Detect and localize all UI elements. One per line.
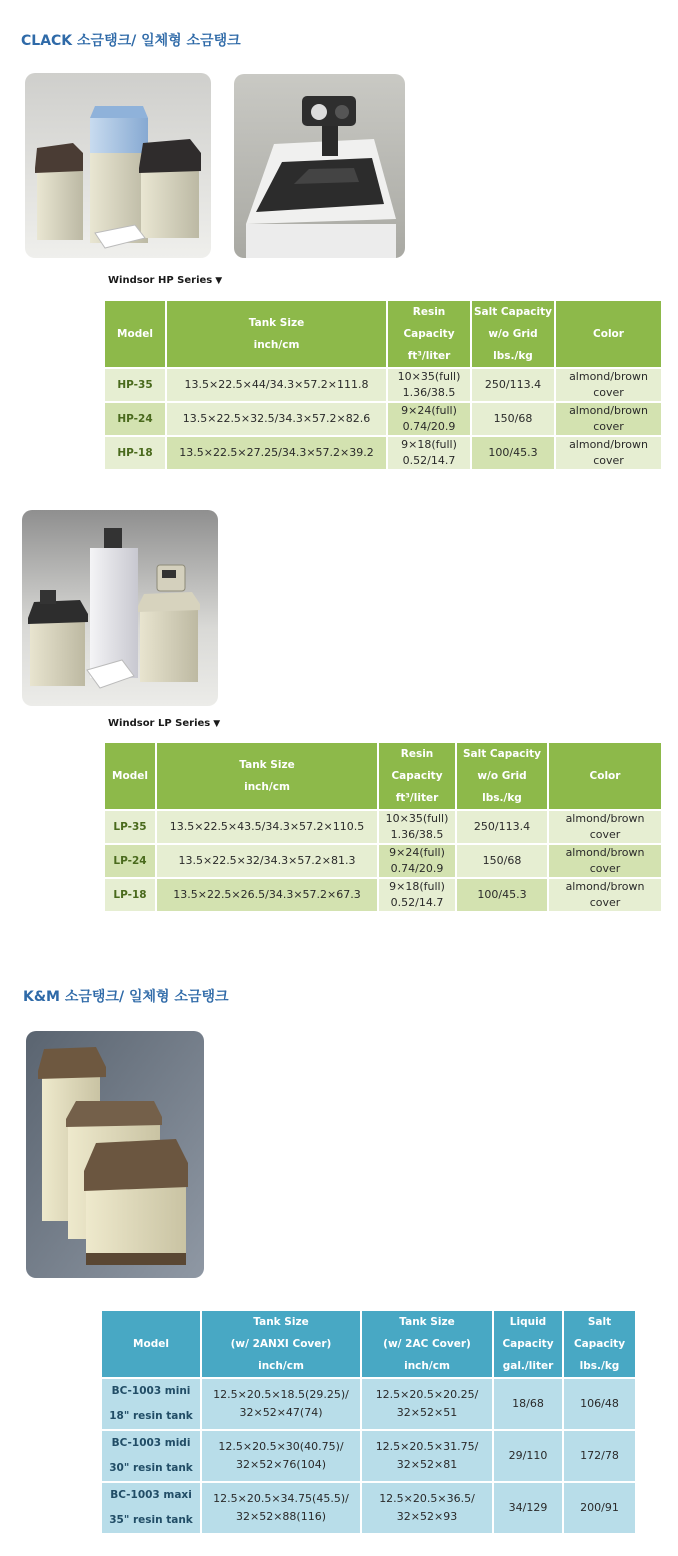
cell-liquid: 18/68	[494, 1379, 562, 1429]
cell-resin	[388, 403, 470, 435]
header-salt-line2: w/o Grid	[477, 770, 527, 782]
cell-model: LP-18	[105, 879, 155, 911]
table-row	[105, 369, 661, 401]
header-color: Color	[549, 743, 661, 809]
cell-resin	[379, 845, 455, 877]
series-label-lp-text: Windsor LP Series	[108, 718, 211, 729]
header-b-line1: Tank Size	[399, 1316, 455, 1328]
series-label-hp	[108, 275, 222, 286]
cell-salt: 150/68	[472, 403, 554, 435]
product-photo-windsor-lp-group	[22, 510, 218, 706]
cell-salt: 172/78	[564, 1431, 635, 1481]
series-label-hp-text: Windsor HP Series	[108, 275, 213, 286]
cell-color-line1: almond/brown	[569, 404, 648, 417]
section-title-clack: CLACK 소금탱크/ 일체형 소금탱크	[21, 33, 241, 49]
cell-tank-b	[362, 1431, 492, 1481]
header-resin	[388, 301, 470, 367]
cell-model-line2: 18" resin tank	[109, 1410, 193, 1422]
cell-tank: 13.5×22.5×26.5/34.3×57.2×67.3	[157, 879, 377, 911]
header-resin-line1: Resin	[412, 306, 446, 318]
header-l-line3: gal./liter	[502, 1360, 554, 1372]
product-photo-windsor-hp-group	[25, 73, 211, 258]
series-label-lp	[108, 718, 220, 729]
cell-color-line2: cover	[593, 386, 624, 399]
cell-model-line1: BC-1003 mini	[111, 1385, 191, 1397]
cell-resin-line2: 0.52/14.7	[390, 896, 444, 909]
cell-b-line2: 32×52×93	[396, 1510, 458, 1523]
cell-color	[556, 403, 661, 435]
cell-salt: 106/48	[564, 1379, 635, 1429]
cell-model: LP-24	[105, 845, 155, 877]
header-salt-line1: Salt Capacity	[473, 306, 552, 318]
cell-a-line2: 32×52×88(116)	[235, 1510, 326, 1523]
header-salt	[457, 743, 547, 809]
cell-resin-line2: 1.36/38.5	[390, 828, 444, 841]
header-resin	[379, 743, 455, 809]
header-salt	[472, 301, 554, 367]
cell-salt: 250/113.4	[457, 811, 547, 843]
cell-model-line2: 30" resin tank	[109, 1462, 193, 1474]
header-resin-line2: Capacity	[391, 770, 443, 782]
header-resin-line3: ft³/liter	[395, 792, 439, 804]
cell-liquid: 29/110	[494, 1431, 562, 1481]
cell-tank: 13.5×22.5×44/34.3×57.2×111.8	[167, 369, 386, 401]
cell-resin-line2: 0.52/14.7	[402, 454, 456, 467]
header-l-line1: Liquid	[509, 1316, 547, 1328]
header-salt-line2: w/o Grid	[488, 328, 538, 340]
cell-salt: 100/45.3	[472, 437, 554, 469]
header-salt-line3: lbs./kg	[493, 350, 533, 362]
table-row	[102, 1483, 635, 1533]
cell-resin-line2: 0.74/20.9	[402, 420, 456, 433]
section-title-km: K&M 소금탱크/ 일체형 소금탱크	[23, 989, 229, 1005]
header-resin-line3: ft³/liter	[407, 350, 451, 362]
cell-tank-b	[362, 1483, 492, 1533]
cell-tank: 13.5×22.5×32.5/34.3×57.2×82.6	[167, 403, 386, 435]
cell-salt: 100/45.3	[457, 879, 547, 911]
cell-color-line2: cover	[589, 828, 621, 841]
cell-model-line1: BC-1003 maxi	[110, 1489, 192, 1501]
header-tank-size-line2: inch/cm	[244, 781, 290, 793]
table-row	[105, 811, 661, 843]
cell-resin	[388, 437, 470, 469]
cell-resin-line1: 9×18(full)	[401, 438, 457, 451]
header-liquid	[494, 1311, 562, 1377]
cell-a-line2: 32×52×76(104)	[235, 1458, 326, 1471]
product-photo-control-valve	[234, 74, 405, 258]
header-s-line2: Capacity	[573, 1338, 626, 1350]
cell-resin-line1: 10×35(full)	[397, 370, 461, 383]
cell-tank-b	[362, 1379, 492, 1429]
header-resin-line2: Capacity	[403, 328, 455, 340]
lp-spec-table	[103, 741, 663, 913]
cell-salt: 150/68	[457, 845, 547, 877]
cell-color	[556, 437, 661, 469]
cell-tank: 13.5×22.5×32/34.3×57.2×81.3	[157, 845, 377, 877]
cell-resin-line1: 10×35(full)	[385, 812, 449, 825]
cell-model	[102, 1483, 200, 1533]
cell-color	[556, 369, 661, 401]
cell-b-line1: 12.5×20.5×31.75/	[375, 1440, 479, 1453]
cell-model	[102, 1379, 200, 1429]
cell-model: HP-24	[105, 403, 165, 435]
header-tank-size-line1: Tank Size	[239, 759, 295, 771]
cell-b-line2: 32×52×81	[396, 1458, 458, 1471]
down-triangle-icon: ▼	[215, 276, 223, 286]
cell-resin-line2: 1.36/38.5	[402, 386, 456, 399]
table-row	[105, 845, 661, 877]
cell-color-line2: cover	[593, 420, 624, 433]
header-model: Model	[105, 301, 165, 367]
cell-color-line1: almond/brown	[565, 846, 645, 859]
cell-liquid: 34/129	[494, 1483, 562, 1533]
cell-tank: 13.5×22.5×43.5/34.3×57.2×110.5	[157, 811, 377, 843]
table-row	[105, 403, 661, 435]
cell-tank-a	[202, 1483, 360, 1533]
cell-color-line1: almond/brown	[565, 812, 645, 825]
header-tank-size-line2: inch/cm	[253, 339, 300, 351]
cell-resin-line2: 0.74/20.9	[390, 862, 444, 875]
cell-color-line2: cover	[589, 862, 621, 875]
cell-resin-line1: 9×24(full)	[389, 846, 445, 859]
header-model: Model	[105, 743, 155, 809]
header-salt	[564, 1311, 635, 1377]
cell-color	[549, 879, 661, 911]
header-a-line1: Tank Size	[253, 1316, 309, 1328]
cell-salt: 200/91	[564, 1483, 635, 1533]
header-s-line3: lbs./kg	[579, 1360, 620, 1372]
cell-color	[549, 845, 661, 877]
table-row	[105, 437, 661, 469]
cell-color-line2: cover	[589, 896, 621, 909]
cell-tank-a	[202, 1431, 360, 1481]
cell-a-line1: 12.5×20.5×18.5(29.25)/	[213, 1388, 349, 1401]
cell-tank: 13.5×22.5×27.25/34.3×57.2×39.2	[167, 437, 386, 469]
cell-salt: 250/113.4	[472, 369, 554, 401]
header-b-line2: (w/ 2AC Cover)	[383, 1338, 471, 1350]
cell-a-line1: 12.5×20.5×30(40.75)/	[218, 1440, 344, 1453]
cell-resin	[388, 369, 470, 401]
header-salt-line1: Salt Capacity	[462, 748, 541, 760]
km-spec-table	[100, 1309, 637, 1535]
cell-b-line1: 12.5×20.5×20.25/	[375, 1388, 479, 1401]
hp-spec-table	[103, 299, 663, 471]
cell-model: LP-35	[105, 811, 155, 843]
header-tank-size-2ac	[362, 1311, 492, 1377]
table-row	[105, 879, 661, 911]
cell-resin-line1: 9×18(full)	[389, 880, 445, 893]
header-s-line1: Salt	[587, 1316, 612, 1328]
cell-b-line1: 12.5×20.5×36.5/	[379, 1492, 475, 1505]
cell-model	[102, 1431, 200, 1481]
cell-resin-line1: 9×24(full)	[401, 404, 457, 417]
cell-a-line1: 12.5×20.5×34.75(45.5)/	[213, 1492, 349, 1505]
cell-resin	[379, 879, 455, 911]
header-tank-size-line1: Tank Size	[248, 317, 305, 329]
header-a-line2: (w/ 2ANXI Cover)	[230, 1338, 332, 1350]
table-row	[102, 1379, 635, 1429]
cell-a-line2: 32×52×47(74)	[239, 1406, 323, 1419]
header-l-line2: Capacity	[502, 1338, 554, 1350]
header-a-line3: inch/cm	[258, 1360, 304, 1372]
cell-model-line2: 35" resin tank	[109, 1514, 193, 1526]
cell-model-line1: BC-1003 midi	[111, 1437, 191, 1449]
cell-color-line1: almond/brown	[565, 880, 645, 893]
cell-model: HP-18	[105, 437, 165, 469]
cell-color-line1: almond/brown	[569, 438, 648, 451]
cell-color-line2: cover	[593, 454, 624, 467]
cell-b-line2: 32×52×51	[396, 1406, 458, 1419]
product-photo-km-tanks	[26, 1031, 204, 1278]
header-color: Color	[556, 301, 661, 367]
down-triangle-icon: ▼	[213, 719, 221, 729]
header-tank-size-2anxi	[202, 1311, 360, 1377]
table-row	[102, 1431, 635, 1481]
header-salt-line3: lbs./kg	[482, 792, 522, 804]
cell-color-line1: almond/brown	[569, 370, 648, 383]
header-tank-size	[167, 301, 386, 367]
cell-resin	[379, 811, 455, 843]
header-resin-line1: Resin	[400, 748, 434, 760]
cell-tank-a	[202, 1379, 360, 1429]
header-b-line3: inch/cm	[404, 1360, 450, 1372]
cell-model: HP-35	[105, 369, 165, 401]
header-tank-size	[157, 743, 377, 809]
header-model: Model	[102, 1311, 200, 1377]
cell-color	[549, 811, 661, 843]
